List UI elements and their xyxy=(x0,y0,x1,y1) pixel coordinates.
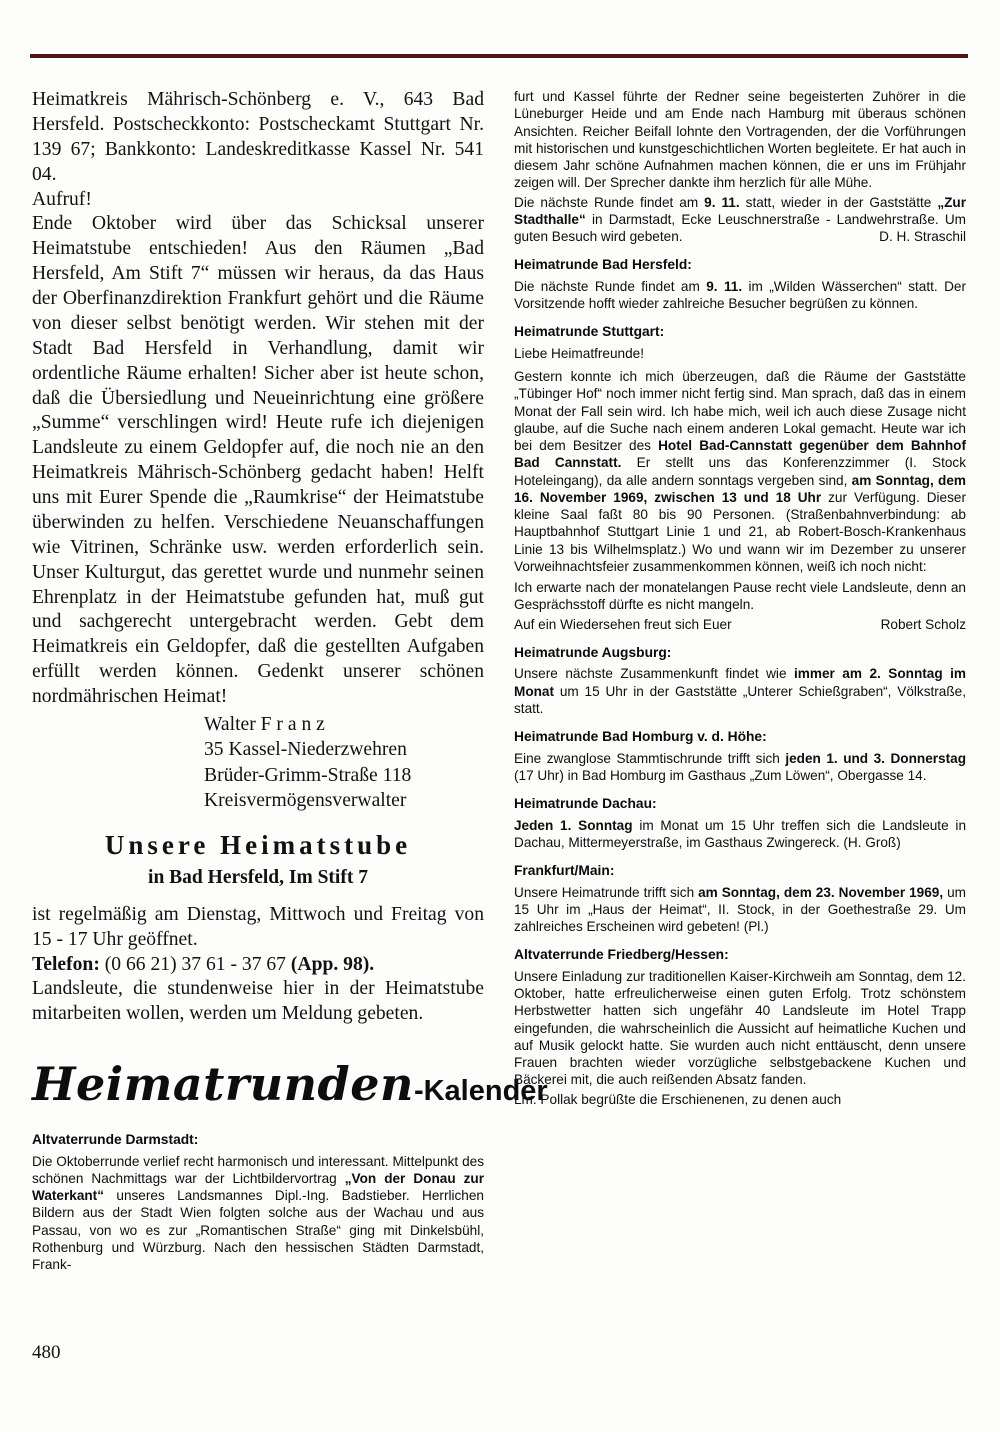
right-column xyxy=(514,88,966,1110)
body-text: unseres Landsmannes Dipl.-Ing. Badstieber. Herrlichen Bildern aus der Stadt Wien folgten solche aus der Wachau und aus Passau, von wo es zur „Romantischen Straße“ ging mit Dinkelsbühl, Rothenburg und Würzburg. Nach den hessischen Städten Darmstadt, Frank- xyxy=(32,1188,484,1273)
signature-address-line: 35 Kassel-Niederzwehren xyxy=(204,739,407,761)
darmstadt-next-round-paragraph xyxy=(514,194,966,246)
section-heading-bad-hersfeld: Heimatrunde Bad Hersfeld: xyxy=(514,257,692,273)
heimatstube-hours-paragraph: ist regelmäßig am Dienstag, Mittwoch und Freitag von 15 - 17 Uhr geöffnet. xyxy=(32,903,484,950)
aufruf-paragraph: Ende Oktober wird über das Schicksal unserer Heimatstube entschieden! Aus den Räumen „Bad Hersfeld, Am Stift 7“ müssen wir heraus, da das Haus der Oberfinanzdirektion Frankfurt gehört und die Räume von dieser selbst benötigt werden. Wir stehen mit der Stadt Bad Hersfeld in Verhandlung, damit wir ordentliche Räume erhalten! Sicher aber ist heute schon, daß die Übersiedlung und Neueinrichtung eine größere „Summe“ verschlingen wird! Heute rufe ich diejenigen Landsleute zu einem Geldopfer auf, die noch nie an den Heimatkreis Mährisch-Schönberg gedacht haben! Helft uns mit Eurer Spende die „Raumkrise“ der Heimatstube überwinden zu helfen. Verschiedene Neuanschaffungen wie Vitrinen, Schränke usw. werden erforderlich sein. Unser Kulturgut, das gerettet wurde und nunmehr seinen Ehrenplatz in der Heimatstube gefunden hat, muß gut und sachgerecht untergebracht werden. Gebt dem Heimatkreis ein Geldopfer, daß die gestellten Aufgaben erfüllt werden können. Gedenkt unserer schönen nordmährischen Heimat! xyxy=(32,213,484,707)
telefon-label: Telefon: xyxy=(32,953,100,975)
section-heading-friedberg: Altvaterrunde Friedberg/Hessen: xyxy=(514,947,729,963)
section-heading-dachau: Heimatrunde Dachau: xyxy=(514,796,657,812)
body-text: um 15 Uhr im „Haus der Heimat“, II. Stock, in der Goethestraße 29. Um zahlreiches Erscheinen wird gebeten! (Pl.) xyxy=(514,884,966,935)
darmstadt-paragraph xyxy=(32,1153,484,1274)
emphasized-text: Hotel Bad-Cannstatt gegenüber dem Bahnhof Bad Cannstatt. xyxy=(514,438,967,471)
signature-name: Walter F r a n z xyxy=(204,713,325,735)
body-text: im „Wilden Wässerchen“ statt. Der Vorsitzende hofft wieder zahlreiche Besucher begrüßen zu können. xyxy=(514,278,967,312)
stuttgart-author: Robert Scholz xyxy=(880,616,966,632)
section-heading-bad-homburg: Heimatrunde Bad Homburg v. d. Höhe: xyxy=(514,729,767,745)
heimatstube-subtitle: in Bad Hersfeld, Im Stift 7 xyxy=(148,867,368,889)
body-text: Die nächste Runde findet am xyxy=(514,194,705,210)
kalender-title-script: Heimatrunden xyxy=(32,1057,414,1112)
telefon-extension: (App. 98). xyxy=(290,953,375,975)
emphasized-text: am Sonntag, dem 16. November 1969, zwischen 13 und 18 Uhr xyxy=(514,472,967,505)
telefon-number: (0 66 21) 37 61 - 37 67 xyxy=(99,953,291,975)
section-heading-darmstadt: Altvaterrunde Darmstadt: xyxy=(32,1132,199,1148)
body-text: Unsere nächste Zusammenkunft findet wie xyxy=(514,666,795,682)
body-text: Er stellt uns das Konferenzzimmer (I. Stock Hoteleingang), da alle andern sonntags vergeben sind, xyxy=(514,455,967,488)
emphasized-text: „Von der Donau zur Waterkant“ xyxy=(32,1170,485,1204)
emphasized-text: 9. 11. xyxy=(706,278,743,294)
emphasized-text: Jeden 1. Sonntag xyxy=(514,817,633,833)
volunteer-note-paragraph: Landsleute, die stundenweise hier in der Heimatstube mitarbeiten wollen, werden um Meldung gebeten. xyxy=(32,978,484,1025)
emphasized-text: „Zur Stadthalle“ xyxy=(514,194,967,227)
body-text: Die Oktoberrunde verlief recht harmonisch und interessant. Mittelpunkt des schönen Nachmittags war der Lichtbildervortrag xyxy=(32,1153,484,1186)
emphasized-text: jeden 1. und 3. Donnerstag xyxy=(785,750,966,766)
body-text: (17 Uhr) in Bad Homburg im Gasthaus „Zum Löwen“, Obergasse 14. xyxy=(514,767,927,783)
section-heading-stuttgart: Heimatrunde Stuttgart: xyxy=(514,324,665,340)
dachau-paragraph xyxy=(514,817,966,852)
body-text: zur Verfügung. Dieser kleine Saal faßt 80 bis 90 Personen. (Straßenbahnverbindung: ab Hauptbahnhof Stuttgart Linie 1 und 21, ab Robert-Bosch-Krankenhaus Linie 13 bis Wilhelmsplatz.) Wo und wann wir im Dezember zu unserer Vorweihnachtsfeier zusammenkommen können, weiß ich noch nicht: xyxy=(514,489,966,574)
friedberg-paragraph: Unsere Einladung zur traditionellen Kaiser-Kirchweih am Sonntag, dem 12. Oktober, hatte erfreulicherweise einen guten Erfolg. Trotz schönstem Herbstwetter hatten sich ungefähr 40 Landsleute im Hotel Trapp eingefunden, die wahrscheinlich die Aussicht auf heimatliche Kuchen und auf Musik gelockt hatte. Sie wurden auch nicht enttäuscht, denn unsere Frauen brachten wieder vorzügliche selbstgebackene Kuchen und Bäckerei mit, die auch reißenden Absatz fanden. xyxy=(514,968,966,1088)
signature-role-line: Kreisvermögensverwalter xyxy=(204,790,407,812)
kalender-title-rest: -Kalender xyxy=(413,1075,548,1108)
aufruf-title: Aufruf! xyxy=(32,188,92,210)
telefon-line xyxy=(32,953,484,978)
frankfurt-paragraph xyxy=(514,884,966,936)
friedberg-paragraph-2: Lm. Pollak begrüßte die Erschienenen, zu denen auch xyxy=(514,1091,842,1107)
augsburg-paragraph xyxy=(514,665,966,717)
section-heading-augsburg: Heimatrunde Augsburg: xyxy=(514,644,672,660)
masthead-rule xyxy=(30,54,968,58)
body-text: statt, wieder in der Gaststätte xyxy=(739,194,938,210)
body-text: Gestern konnte ich mich überzeugen, daß die Räume der Gaststätte „Tübinger Hof“ noch immer nicht fertig sind. Man sprach, daß das in einem Monat der Fall sein wird. Ich habe mich, weil ich auch diese Zusage nicht glaube, auf die Suche nach einem anderen Lokal gemacht. Heute war ich bei dem Besitzer des xyxy=(514,369,966,454)
stuttgart-paragraph xyxy=(514,368,966,575)
stuttgart-closing-text: Auf ein Wiedersehen freut sich Euer xyxy=(514,616,732,632)
emphasized-text: immer am 2. Sonntag im Monat xyxy=(514,666,967,699)
body-text: in Darmstadt, Ecke Leuschnerstraße - Landwehrstraße. Um guten Besuch wird gebeten. xyxy=(514,211,966,244)
stuttgart-paragraph-2: Ich erwarte nach der monatelangen Pause recht viele Landsleute, denn an Gesprächsstoff dürfte es nicht mangeln. xyxy=(514,580,966,613)
page-number: 480 xyxy=(32,1342,61,1363)
body-text: im Monat um 15 Uhr treffen sich die Landsleute in Dachau, Mittermeyerstraße, im Gasthaus Zwingereck. (H. Groß) xyxy=(514,817,966,850)
signature-block xyxy=(204,712,484,814)
signature-street-line: Brüder-Grimm-Straße 118 xyxy=(204,764,412,786)
emphasized-text: am Sonntag, dem 23. November 1969, xyxy=(698,884,944,900)
darmstadt-continuation-paragraph: furt und Kassel führte der Redner seine begeisterten Zuhörer in die Lüneburger Heide und am Ende nach Hamburg mit überaus schönen Ansichten. Reicher Beifall lohnte den Vortragenden, der die Vorführungen mit historischen und kunstgeschichtlichen Worten begleitete. Er hat auch in diesem Jahr schöne Aufnahmen machen können, die er uns im Frühjahr zeigen will. Der Sprecher dankte ihm herzlich für alle Mühe. xyxy=(514,89,966,191)
body-text: Die nächste Runde findet am xyxy=(514,278,707,294)
body-text: Eine zwanglose Stammtischrunde trifft sich xyxy=(514,750,786,766)
bad-homburg-paragraph xyxy=(514,750,966,785)
heimatstube-title: Unsere Heimatstube xyxy=(104,829,412,860)
association-info-paragraph: Heimatkreis Mährisch-Schönberg e. V., 643 Bad Hersfeld. Postscheckkonto: Postscheckamt Stuttgart Nr. 139 67; Bankkonto: Landeskreditkasse Kassel Nr. 541 04. xyxy=(32,89,484,185)
darmstadt-author: D. H. Straschil xyxy=(879,229,966,244)
body-text: um 15 Uhr in der Gaststätte „Unterer Schießgraben“, Völkstraße, statt. xyxy=(514,683,966,716)
bad-hersfeld-paragraph xyxy=(514,278,966,313)
stuttgart-salutation: Liebe Heimatfreunde! xyxy=(514,345,644,361)
kalender-title xyxy=(32,1057,548,1112)
emphasized-text: 9. 11. xyxy=(704,194,740,210)
body-text: Unsere Heimatrunde trifft sich xyxy=(514,884,699,900)
left-column xyxy=(32,88,548,1275)
section-heading-frankfurt: Frankfurt/Main: xyxy=(514,863,615,879)
stuttgart-closing-line xyxy=(514,616,966,633)
